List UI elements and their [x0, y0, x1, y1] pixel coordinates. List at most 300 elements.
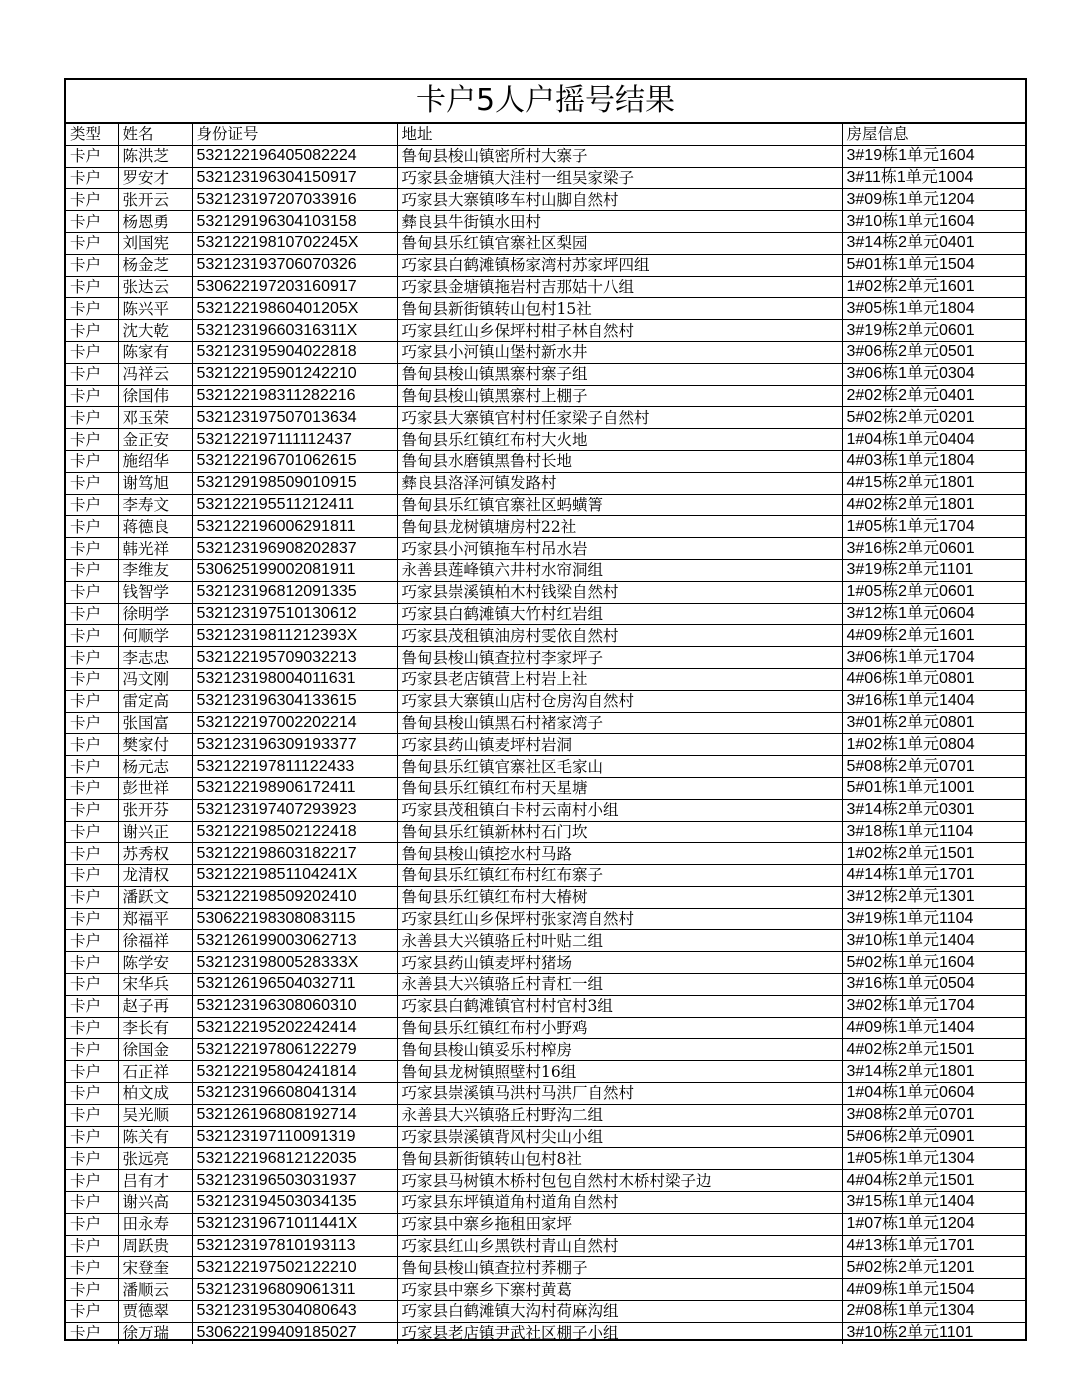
table-row: [66, 1235, 1025, 1257]
cell-id-number: 532123196309193377: [192, 734, 397, 756]
cell-name: 石正祥: [118, 1061, 192, 1083]
cell-id-number: 532122197502122210: [192, 1257, 397, 1279]
cell-name: 彭世祥: [118, 777, 192, 799]
cell-type: 卡户: [66, 232, 118, 254]
cell-address: 鲁甸县龙树镇照壁村16组: [397, 1061, 842, 1083]
cell-address: 巧家县老店镇尹武社区棚子小组: [397, 1322, 842, 1344]
cell-type: 卡户: [66, 1126, 118, 1148]
cell-id-number: 532122195511212411: [192, 494, 397, 516]
cell-address: 鲁甸县乐红镇红布村小野鸡: [397, 1017, 842, 1039]
cell-id-number: 532122197002202214: [192, 712, 397, 734]
cell-house-info: 5#02栋2单元0201: [842, 407, 1025, 429]
cell-type: 卡户: [66, 799, 118, 821]
cell-id-number: 532122198603182217: [192, 843, 397, 865]
cell-address: 巧家县药山镇麦坪村猪场: [397, 952, 842, 974]
cell-house-info: 1#05栋1单元1704: [842, 516, 1025, 538]
cell-house-info: 3#19栋1单元1104: [842, 908, 1025, 930]
cell-id-number: 532122195709032213: [192, 647, 397, 669]
table-row: [66, 167, 1025, 189]
cell-house-info: 3#06栋1单元1704: [842, 647, 1025, 669]
cell-id-number: 532122195202242414: [192, 1017, 397, 1039]
cell-id-number: 53212319811212393X: [192, 625, 397, 647]
cell-type: 卡户: [66, 952, 118, 974]
cell-type: 卡户: [66, 668, 118, 690]
table-row: [66, 756, 1025, 778]
table-row: [66, 232, 1025, 254]
cell-address: 巧家县崇溪镇马洪村马洪厂自然村: [397, 1083, 842, 1105]
cell-id-number: 532122198509202410: [192, 886, 397, 908]
cell-id-number: 532122198311282216: [192, 385, 397, 407]
cell-address: 巧家县崇溪镇背风村尖山小组: [397, 1126, 842, 1148]
cell-name: 徐国金: [118, 1039, 192, 1061]
table-row: [66, 385, 1025, 407]
cell-type: 卡户: [66, 429, 118, 451]
cell-house-info: 4#09栋2单元1601: [842, 625, 1025, 647]
cell-house-info: 5#01栋1单元1504: [842, 254, 1025, 276]
cell-type: 卡户: [66, 647, 118, 669]
cell-name: 陈关有: [118, 1126, 192, 1148]
table-row: [66, 1257, 1025, 1279]
cell-name: 徐万瑞: [118, 1322, 192, 1344]
cell-name: 李维友: [118, 559, 192, 581]
header-house-info: 房屋信息: [842, 124, 1025, 146]
cell-type: 卡户: [66, 625, 118, 647]
cell-id-number: 530622199409185027: [192, 1322, 397, 1344]
cell-house-info: 3#16栋2单元0601: [842, 538, 1025, 560]
cell-address: 巧家县小河镇山堡村新水井: [397, 341, 842, 363]
table-row: [66, 1039, 1025, 1061]
cell-house-info: 3#11栋1单元1004: [842, 167, 1025, 189]
cell-name: 龙清权: [118, 865, 192, 887]
cell-house-info: 4#09栋1单元1504: [842, 1279, 1025, 1301]
table-row: [66, 843, 1025, 865]
cell-name: 何顺学: [118, 625, 192, 647]
header-name: 姓名: [118, 124, 192, 146]
cell-address: 巧家县马树镇木桥村包包自然村木桥村梁子边: [397, 1170, 842, 1192]
cell-type: 卡户: [66, 1257, 118, 1279]
cell-id-number: 532123196908202837: [192, 538, 397, 560]
table-row: [66, 189, 1025, 211]
table-row: [66, 799, 1025, 821]
cell-house-info: 2#08栋1单元1304: [842, 1301, 1025, 1323]
sheet-title: 卡户5人户摇号结果: [66, 80, 1025, 123]
cell-address: 巧家县大寨镇山店村仓房沟自然村: [397, 690, 842, 712]
cell-type: 卡户: [66, 254, 118, 276]
table-row: [66, 516, 1025, 538]
cell-id-number: 532123197207033916: [192, 189, 397, 211]
cell-address: 巧家县中寨乡拖租田家坪: [397, 1213, 842, 1235]
cell-house-info: 3#09栋1单元1204: [842, 189, 1025, 211]
cell-address: 鲁甸县龙树镇塘房村22社: [397, 516, 842, 538]
cell-house-info: 4#04栋2单元1501: [842, 1170, 1025, 1192]
cell-id-number: 532123197507013634: [192, 407, 397, 429]
cell-name: 陈兴平: [118, 298, 192, 320]
table-row: [66, 298, 1025, 320]
cell-type: 卡户: [66, 843, 118, 865]
cell-house-info: 1#05栋1单元1304: [842, 1148, 1025, 1170]
cell-house-info: 3#02栋1单元1704: [842, 995, 1025, 1017]
cell-type: 卡户: [66, 1104, 118, 1126]
cell-house-info: 3#06栋2单元0501: [842, 341, 1025, 363]
table-row: [66, 1213, 1025, 1235]
cell-house-info: 5#08栋2单元0701: [842, 756, 1025, 778]
cell-type: 卡户: [66, 886, 118, 908]
cell-address: 巧家县金塘镇大洼村一组吴家梁子: [397, 167, 842, 189]
table-row: [66, 472, 1025, 494]
cell-id-number: 532123196308060310: [192, 995, 397, 1017]
cell-type: 卡户: [66, 603, 118, 625]
cell-name: 潘顺云: [118, 1279, 192, 1301]
cell-house-info: 3#18栋1单元1104: [842, 821, 1025, 843]
cell-name: 李志忠: [118, 647, 192, 669]
table-row: [66, 341, 1025, 363]
cell-name: 冯祥云: [118, 363, 192, 385]
cell-house-info: 4#15栋2单元1801: [842, 472, 1025, 494]
table-row: [66, 886, 1025, 908]
cell-house-info: 3#01栋2单元0801: [842, 712, 1025, 734]
cell-name: 罗安才: [118, 167, 192, 189]
cell-address: 巧家县红山乡保坪村柑子林自然村: [397, 320, 842, 342]
cell-address: 巧家县白鹤滩镇大竹村红岩组: [397, 603, 842, 625]
cell-id-number: 532126196808192714: [192, 1104, 397, 1126]
table-row: [66, 952, 1025, 974]
cell-house-info: 1#02栋2单元1601: [842, 276, 1025, 298]
cell-address: 鲁甸县乐红镇红布村红布寨子: [397, 865, 842, 887]
cell-address: 鲁甸县乐红镇红布村天星塘: [397, 777, 842, 799]
cell-name: 郑福平: [118, 908, 192, 930]
cell-id-number: 532123198004011631: [192, 668, 397, 690]
cell-house-info: 3#10栋2单元1101: [842, 1322, 1025, 1344]
header-type: 类型: [66, 124, 118, 146]
cell-name: 谢笃旭: [118, 472, 192, 494]
cell-type: 卡户: [66, 581, 118, 603]
cell-address: 巧家县白鹤滩镇官村村官村3组: [397, 995, 842, 1017]
cell-type: 卡户: [66, 1301, 118, 1323]
cell-name: 谢兴正: [118, 821, 192, 843]
cell-name: 杨元志: [118, 756, 192, 778]
cell-house-info: 5#02栋1单元1604: [842, 952, 1025, 974]
cell-id-number: 532123197510130612: [192, 603, 397, 625]
cell-id-number: 532123197810193113: [192, 1235, 397, 1257]
cell-address: 鲁甸县乐红镇官寨社区梨园: [397, 232, 842, 254]
cell-house-info: 3#10栋1单元1404: [842, 930, 1025, 952]
cell-id-number: 532129196304103158: [192, 211, 397, 233]
cell-id-number: 532123197110091319: [192, 1126, 397, 1148]
cell-house-info: 1#02栋1单元0804: [842, 734, 1025, 756]
cell-name: 樊家付: [118, 734, 192, 756]
cell-id-number: 53212319660316311X: [192, 320, 397, 342]
table-row: [66, 690, 1025, 712]
cell-id-number: 532123196812091335: [192, 581, 397, 603]
cell-type: 卡户: [66, 145, 118, 167]
table-row: [66, 211, 1025, 233]
cell-house-info: 3#06栋1单元0304: [842, 363, 1025, 385]
table-row: [66, 603, 1025, 625]
cell-name: 陈洪芝: [118, 145, 192, 167]
cell-type: 卡户: [66, 341, 118, 363]
table-row: [66, 407, 1025, 429]
cell-name: 刘国宪: [118, 232, 192, 254]
cell-type: 卡户: [66, 1170, 118, 1192]
cell-address: 永善县大兴镇骆丘村野沟二组: [397, 1104, 842, 1126]
cell-type: 卡户: [66, 211, 118, 233]
cell-name: 杨金芝: [118, 254, 192, 276]
result-sheet: [64, 78, 1027, 1341]
cell-address: 巧家县金塘镇拖岩村吉那姑十八组: [397, 276, 842, 298]
cell-address: 巧家县药山镇麦坪村岩洞: [397, 734, 842, 756]
cell-address: 鲁甸县梭山镇黑寨村上棚子: [397, 385, 842, 407]
cell-name: 周跃贵: [118, 1235, 192, 1257]
cell-type: 卡户: [66, 1039, 118, 1061]
table-row: [66, 538, 1025, 560]
table-row: [66, 668, 1025, 690]
cell-name: 潘跃文: [118, 886, 192, 908]
cell-id-number: 532122196006291811: [192, 516, 397, 538]
table-body: [66, 145, 1025, 1344]
cell-type: 卡户: [66, 930, 118, 952]
table-row: [66, 908, 1025, 930]
table-row: [66, 1126, 1025, 1148]
cell-name: 徐福祥: [118, 930, 192, 952]
cell-house-info: 4#13栋1单元1701: [842, 1235, 1025, 1257]
cell-address: 鲁甸县梭山镇查拉村李家坪子: [397, 647, 842, 669]
cell-address: 鲁甸县乐红镇官寨社区蚂蟥箐: [397, 494, 842, 516]
result-table: [66, 123, 1025, 1344]
cell-name: 张远亮: [118, 1148, 192, 1170]
cell-house-info: 1#07栋1单元1204: [842, 1213, 1025, 1235]
cell-id-number: 532123196608041314: [192, 1083, 397, 1105]
cell-type: 卡户: [66, 908, 118, 930]
table-row: [66, 254, 1025, 276]
table-row: [66, 712, 1025, 734]
cell-name: 冯文刚: [118, 668, 192, 690]
cell-house-info: 4#02栋2单元1801: [842, 494, 1025, 516]
table-row: [66, 429, 1025, 451]
table-row: [66, 1104, 1025, 1126]
cell-id-number: 532123196503031937: [192, 1170, 397, 1192]
cell-id-number: 53212219860401205X: [192, 298, 397, 320]
cell-type: 卡户: [66, 974, 118, 996]
cell-house-info: 1#05栋2单元0601: [842, 581, 1025, 603]
cell-name: 柏文成: [118, 1083, 192, 1105]
cell-address: 巧家县老店镇营上村岩上社: [397, 668, 842, 690]
cell-house-info: 3#14栋2单元0301: [842, 799, 1025, 821]
cell-id-number: 532122196812122035: [192, 1148, 397, 1170]
cell-name: 李长有: [118, 1017, 192, 1039]
cell-type: 卡户: [66, 1322, 118, 1344]
cell-address: 鲁甸县新街镇转山包村8社: [397, 1148, 842, 1170]
table-row: [66, 625, 1025, 647]
cell-name: 赵子再: [118, 995, 192, 1017]
cell-house-info: 3#15栋1单元1404: [842, 1192, 1025, 1214]
cell-type: 卡户: [66, 450, 118, 472]
table-row: [66, 1170, 1025, 1192]
cell-id-number: 530622198308083115: [192, 908, 397, 930]
cell-type: 卡户: [66, 734, 118, 756]
cell-type: 卡户: [66, 320, 118, 342]
cell-name: 韩光祥: [118, 538, 192, 560]
cell-house-info: 3#05栋1单元1804: [842, 298, 1025, 320]
cell-name: 雷定高: [118, 690, 192, 712]
cell-address: 鲁甸县新街镇转山包村15社: [397, 298, 842, 320]
table-row: [66, 777, 1025, 799]
cell-type: 卡户: [66, 1083, 118, 1105]
header-address: 地址: [397, 124, 842, 146]
cell-type: 卡户: [66, 167, 118, 189]
cell-address: 鲁甸县梭山镇妥乐村榨房: [397, 1039, 842, 1061]
cell-id-number: 532123195904022818: [192, 341, 397, 363]
cell-type: 卡户: [66, 189, 118, 211]
cell-name: 杨恩勇: [118, 211, 192, 233]
cell-address: 鲁甸县乐红镇红布村大火地: [397, 429, 842, 451]
cell-house-info: 4#03栋1单元1804: [842, 450, 1025, 472]
cell-type: 卡户: [66, 1279, 118, 1301]
table-row: [66, 1192, 1025, 1214]
cell-type: 卡户: [66, 1017, 118, 1039]
cell-id-number: 532129198509010915: [192, 472, 397, 494]
cell-id-number: 530625199002081911: [192, 559, 397, 581]
cell-id-number: 532126199003062713: [192, 930, 397, 952]
cell-address: 巧家县中寨乡下寨村黄葛: [397, 1279, 842, 1301]
cell-id-number: 532123195304080643: [192, 1301, 397, 1323]
table-row: [66, 647, 1025, 669]
cell-house-info: 5#06栋2单元0901: [842, 1126, 1025, 1148]
cell-id-number: 532123196304150917: [192, 167, 397, 189]
cell-id-number: 532122195901242210: [192, 363, 397, 385]
cell-type: 卡户: [66, 494, 118, 516]
cell-name: 沈大乾: [118, 320, 192, 342]
cell-type: 卡户: [66, 865, 118, 887]
cell-name: 陈家有: [118, 341, 192, 363]
cell-house-info: 3#16栋1单元0504: [842, 974, 1025, 996]
cell-address: 鲁甸县乐红镇官寨社区毛家山: [397, 756, 842, 778]
cell-address: 永善县大兴镇骆丘村叶贴二组: [397, 930, 842, 952]
cell-type: 卡户: [66, 276, 118, 298]
cell-type: 卡户: [66, 995, 118, 1017]
cell-id-number: 532122197806122279: [192, 1039, 397, 1061]
cell-type: 卡户: [66, 385, 118, 407]
cell-id-number: 532122195804241814: [192, 1061, 397, 1083]
cell-type: 卡户: [66, 559, 118, 581]
cell-type: 卡户: [66, 1192, 118, 1214]
cell-name: 施绍华: [118, 450, 192, 472]
table-row: [66, 559, 1025, 581]
cell-address: 永善县莲峰镇六井村水帘洞组: [397, 559, 842, 581]
table-row: [66, 1061, 1025, 1083]
cell-type: 卡户: [66, 363, 118, 385]
cell-name: 宋华兵: [118, 974, 192, 996]
cell-id-number: 53212219810702245X: [192, 232, 397, 254]
cell-id-number: 532122198502122418: [192, 821, 397, 843]
cell-id-number: 532122197111112437: [192, 429, 397, 451]
cell-name: 陈学安: [118, 952, 192, 974]
cell-id-number: 532122196701062615: [192, 450, 397, 472]
cell-house-info: 3#19栋1单元1604: [842, 145, 1025, 167]
cell-address: 巧家县白鹤滩镇杨家湾村苏家坪四组: [397, 254, 842, 276]
table-row: [66, 494, 1025, 516]
cell-name: 张开云: [118, 189, 192, 211]
cell-id-number: 532122197811122433: [192, 756, 397, 778]
cell-address: 鲁甸县梭山镇查拉村荞棚子: [397, 1257, 842, 1279]
cell-name: 谢兴高: [118, 1192, 192, 1214]
cell-house-info: 3#14栋2单元1801: [842, 1061, 1025, 1083]
cell-house-info: 5#01栋1单元1001: [842, 777, 1025, 799]
cell-id-number: 532123193706070326: [192, 254, 397, 276]
table-row: [66, 320, 1025, 342]
cell-house-info: 4#14栋1单元1701: [842, 865, 1025, 887]
table-row: [66, 145, 1025, 167]
table-row: [66, 930, 1025, 952]
cell-type: 卡户: [66, 690, 118, 712]
cell-type: 卡户: [66, 1061, 118, 1083]
cell-address: 巧家县大寨镇官村村任家梁子自然村: [397, 407, 842, 429]
cell-address: 鲁甸县梭山镇黑石村褚家湾子: [397, 712, 842, 734]
cell-type: 卡户: [66, 1213, 118, 1235]
cell-address: 鲁甸县乐红镇红布村大椿树: [397, 886, 842, 908]
cell-house-info: 3#08栋2单元0701: [842, 1104, 1025, 1126]
cell-address: 巧家县茂租镇油房村雯依自然村: [397, 625, 842, 647]
cell-name: 苏秀权: [118, 843, 192, 865]
cell-house-info: 3#16栋1单元1404: [842, 690, 1025, 712]
cell-type: 卡户: [66, 516, 118, 538]
cell-name: 徐国伟: [118, 385, 192, 407]
cell-house-info: 3#19栋2单元1101: [842, 559, 1025, 581]
table-row: [66, 1148, 1025, 1170]
cell-address: 鲁甸县梭山镇黑寨村寨子组: [397, 363, 842, 385]
cell-house-info: 3#14栋2单元0401: [842, 232, 1025, 254]
cell-name: 张国富: [118, 712, 192, 734]
cell-id-number: 532123197407293923: [192, 799, 397, 821]
table-row: [66, 581, 1025, 603]
cell-name: 李寿文: [118, 494, 192, 516]
cell-id-number: 532123196809061311: [192, 1279, 397, 1301]
table-row: [66, 363, 1025, 385]
table-row: [66, 1017, 1025, 1039]
cell-id-number: 532122196405082224: [192, 145, 397, 167]
cell-type: 卡户: [66, 298, 118, 320]
cell-type: 卡户: [66, 472, 118, 494]
cell-house-info: 3#12栋1单元0604: [842, 603, 1025, 625]
table-row: [66, 1083, 1025, 1105]
cell-id-number: 53212319800528333X: [192, 952, 397, 974]
cell-address: 鲁甸县乐红镇新林村石门坎: [397, 821, 842, 843]
cell-address: 鲁甸县水磨镇黑鲁村长地: [397, 450, 842, 472]
cell-house-info: 4#09栋1单元1404: [842, 1017, 1025, 1039]
cell-name: 吴光顺: [118, 1104, 192, 1126]
cell-house-info: 3#10栋1单元1604: [842, 211, 1025, 233]
header-id-number: 身份证号: [192, 124, 397, 146]
cell-house-info: 1#02栋2单元1501: [842, 843, 1025, 865]
cell-house-info: 1#04栋1单元0404: [842, 429, 1025, 451]
table-row: [66, 865, 1025, 887]
cell-id-number: 53212219851104241X: [192, 865, 397, 887]
cell-id-number: 532123194503034135: [192, 1192, 397, 1214]
cell-address: 巧家县崇溪镇柏木村钱梁自然村: [397, 581, 842, 603]
cell-id-number: 532122198906172411: [192, 777, 397, 799]
cell-type: 卡户: [66, 407, 118, 429]
cell-type: 卡户: [66, 712, 118, 734]
header-row: [66, 124, 1025, 146]
table-row: [66, 1301, 1025, 1323]
cell-name: 宋登奎: [118, 1257, 192, 1279]
cell-address: 巧家县大寨镇哆车村山脚自然村: [397, 189, 842, 211]
table-row: [66, 1322, 1025, 1344]
cell-address: 鲁甸县梭山镇挖水村马路: [397, 843, 842, 865]
cell-address: 巧家县红山乡黑铁村青山自然村: [397, 1235, 842, 1257]
table-row: [66, 974, 1025, 996]
cell-id-number: 53212319671011441X: [192, 1213, 397, 1235]
cell-name: 蒋德良: [118, 516, 192, 538]
